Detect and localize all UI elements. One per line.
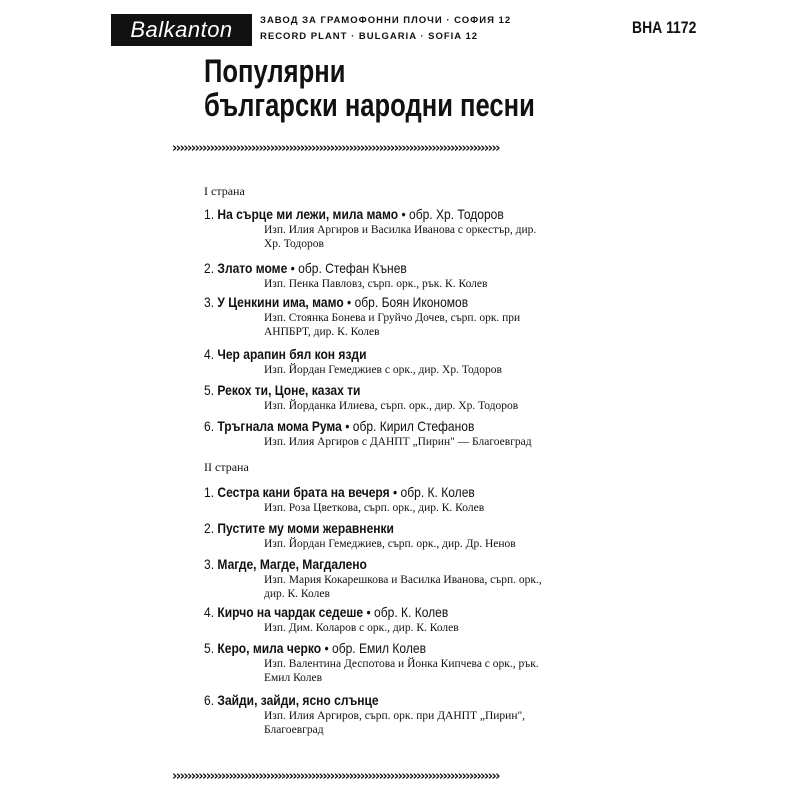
track-arranger: • обр. К. Колев (366, 604, 449, 620)
track-name: Рекох ти, Цоне, казах ти (217, 382, 361, 398)
track-name: Злато моме (217, 260, 288, 276)
track-title-line (204, 382, 548, 399)
track-performers: Изп. Мария Кокарешкова и Василка Иванова, сърп. орк., (264, 574, 542, 586)
track-number: 2. (204, 520, 215, 536)
track-item (204, 604, 604, 635)
record-plant-bg: ЗАВОД ЗА ГРАМОФОННИ ПЛОЧИ · СОФИЯ 12 (260, 15, 512, 26)
track-name: Керо, мила черко (217, 640, 322, 656)
track-name: Зайди, зайди, ясно слънце (217, 692, 379, 708)
track-title-line (204, 556, 548, 573)
track-name: Тръгнала мома Рума (217, 418, 342, 434)
track-item (204, 418, 604, 449)
track-arranger: • обр. Стефан Кънев (290, 260, 407, 276)
track-title-line (204, 604, 548, 621)
track-title-line (204, 294, 548, 311)
track-item (204, 520, 604, 551)
track-number: 4. (204, 346, 215, 362)
track-performers: Изп. Валентина Деспотова и Йонка Кипчева с орк., рък. (264, 658, 539, 670)
track-name: Чер арапин бял кон язди (217, 346, 367, 362)
chevron-divider-top: ››››››››››››››››››››››››››››››››››››››››››››››››››››››››››››››››››››››››››››››››››››››› (172, 142, 499, 156)
track-number: 4. (204, 604, 215, 620)
page-title-line2: български народни песни (204, 87, 535, 123)
catalog-number: ВНА 1172 (632, 18, 697, 37)
track-performers: Изп. Илия Аргиров, сърп. орк. при ДАНПТ „Пирин", (264, 710, 526, 722)
track-arranger: • обр. Боян Икономов (347, 294, 469, 310)
track-performers: Изп. Илия Аргиров и Василка Иванова с оркестър, дир. (264, 224, 537, 236)
track-item (204, 484, 604, 515)
track-performers: Хр. Тодоров (264, 238, 324, 250)
track-name: Сестра кани брата на вечеря (217, 484, 390, 500)
track-item (204, 640, 604, 685)
track-title-line (204, 418, 548, 435)
track-performers: Изп. Стоянка Бонева и Груйчо Дочев, сърп. орк. при (264, 312, 521, 324)
track-number: 6. (204, 692, 215, 708)
track-title-line (204, 484, 548, 501)
track-item (204, 294, 604, 339)
track-title-line (204, 640, 548, 657)
track-number: 5. (204, 382, 215, 398)
track-performers: Изп. Йорданка Илиева, сърп. орк., дир. Хр. Тодоров (264, 400, 519, 412)
track-performers: Изп. Йордан Гемеджиев с орк., дир. Хр. Тодоров (264, 364, 502, 376)
track-number: 1. (204, 484, 215, 500)
balkanton-logo: Balkanton (111, 14, 252, 46)
track-number: 2. (204, 260, 215, 276)
chevron-divider-bottom: ››››››››››››››››››››››››››››››››››››››››››››››››››››››››››››››››››››››››››››››››››››››› (172, 770, 499, 784)
track-title-line (204, 520, 548, 537)
track-performers: Изп. Дим. Коларов с орк., дир. К. Колев (264, 622, 459, 634)
track-performers: дир. К. Колев (264, 588, 330, 600)
track-item (204, 692, 604, 737)
track-title-line (204, 260, 548, 277)
track-name: Кирчо на чардак седеше (217, 604, 364, 620)
track-item (204, 260, 604, 291)
track-performers: Изп. Роза Цветкова, сърп. орк., дир. К. Колев (264, 502, 485, 514)
track-title-line (204, 206, 548, 223)
track-performers: Благоевград (264, 724, 324, 736)
page-title-line1: Популярни (204, 53, 346, 89)
track-performers: Изп. Йордан Гемеджиев, сърп. орк., дир. Др. Ненов (264, 538, 516, 550)
track-arranger: • обр. Кирил Стефанов (345, 418, 475, 434)
track-performers: АНПБРТ, дир. К. Колев (264, 326, 380, 338)
side-2-label: II страна (204, 460, 249, 474)
track-arranger: • обр. Хр. Тодоров (401, 206, 504, 222)
track-title-line (204, 346, 548, 363)
track-performers: Изп. Илия Аргиров с ДАНПТ „Пирин" — Благоевград (264, 436, 532, 448)
track-name: У Ценкини има, мамо (217, 294, 344, 310)
track-item (204, 556, 604, 601)
track-title-line (204, 692, 548, 709)
side-1-label: I страна (204, 184, 245, 198)
track-arranger: • обр. К. Колев (392, 484, 475, 500)
track-performers: Емил Колев (264, 672, 323, 684)
track-name: Пустите му моми жеравненки (217, 520, 394, 536)
track-number: 1. (204, 206, 215, 222)
track-name: Магде, Магде, Магдалено (217, 556, 367, 572)
track-number: 3. (204, 294, 215, 310)
record-plant-en: RECORD PLANT · BULGARIA · SOFIA 12 (260, 31, 479, 42)
track-number: 6. (204, 418, 215, 434)
track-number: 3. (204, 556, 215, 572)
track-item (204, 382, 604, 413)
track-number: 5. (204, 640, 215, 656)
track-performers: Изп. Пенка Павловз, сърп. орк., рък. К. Колев (264, 278, 488, 290)
track-item (204, 206, 604, 251)
track-item (204, 346, 604, 377)
track-name: На сърце ми лежи, мила мамо (217, 206, 399, 222)
track-arranger: • обр. Емил Колев (324, 640, 426, 656)
